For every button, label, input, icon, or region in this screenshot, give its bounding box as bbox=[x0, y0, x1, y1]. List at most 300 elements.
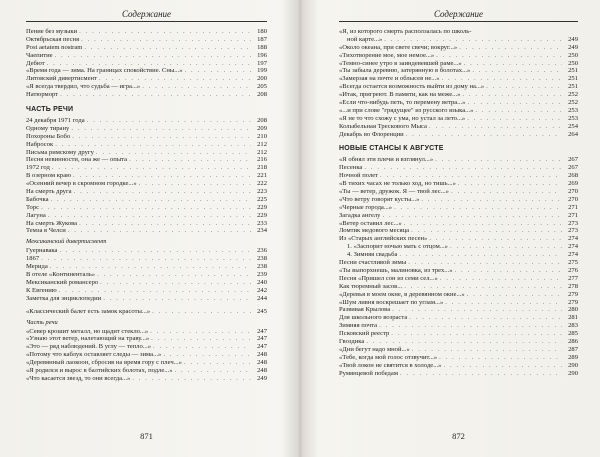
toc-entry-page: 248 bbox=[257, 351, 267, 359]
toc-entry-title: Натюрморт bbox=[26, 91, 59, 99]
toc-entry-page: 248 bbox=[257, 359, 267, 367]
toc-entry-page: 254 bbox=[568, 122, 578, 130]
toc-entry bbox=[26, 367, 267, 375]
toc-entry-page: 247 bbox=[257, 335, 267, 343]
dot-leader bbox=[411, 227, 562, 235]
dot-leader bbox=[51, 196, 251, 204]
toc-entry-title: «Тебе, когда мой голос отзвучит...» bbox=[339, 353, 438, 361]
toc-entry-title: «Ты — ветер, дружок. Я — твой лес...» bbox=[339, 188, 449, 196]
toc-entry bbox=[339, 370, 578, 378]
toc-entry bbox=[26, 67, 267, 75]
dot-leader bbox=[55, 52, 251, 60]
toc-entry bbox=[26, 83, 267, 91]
toc-entry-title: «Я родился и вырос в балтийских болотах, подле...» bbox=[26, 366, 173, 374]
dot-leader bbox=[68, 227, 251, 235]
toc-entry-page: 244 bbox=[257, 294, 267, 302]
toc-entry bbox=[339, 44, 578, 52]
toc-left-block3 bbox=[26, 247, 267, 302]
dot-leader bbox=[394, 204, 562, 212]
toc-entry-title: «В тихих часах не только ход, но тишь...» bbox=[339, 180, 456, 188]
toc-entry bbox=[339, 164, 578, 172]
toc-entry bbox=[26, 172, 267, 180]
toc-entry-page: 267 bbox=[568, 156, 578, 164]
toc-entry-title: «Шум ливня воскрешает по углам...» bbox=[339, 298, 444, 306]
toc-entry bbox=[26, 271, 267, 279]
toc-entry-title: Песня невинности, она же — опыта bbox=[26, 156, 128, 164]
toc-entry-title: «Это — ряд наблюдений. В углу — тепло...» bbox=[26, 343, 152, 351]
toc-entry bbox=[339, 99, 578, 107]
dot-leader bbox=[445, 299, 562, 307]
toc-entry-page: 210 bbox=[257, 132, 267, 140]
toc-entry-page: 281 bbox=[568, 314, 578, 322]
toc-right-block2 bbox=[339, 156, 578, 377]
right-page bbox=[300, 0, 600, 457]
toc-entry bbox=[339, 338, 578, 346]
toc-entry bbox=[26, 220, 267, 228]
toc-entry-page: 279 bbox=[568, 298, 578, 306]
dot-leader bbox=[382, 212, 562, 220]
dot-leader bbox=[132, 375, 251, 383]
toc-entry-page: 275 bbox=[568, 259, 578, 267]
toc-entry-page: 274 bbox=[568, 235, 578, 243]
toc-entry bbox=[339, 227, 578, 235]
toc-entry bbox=[26, 204, 267, 212]
toc-entry bbox=[26, 75, 267, 83]
toc-entry-title: Письма римскому другу bbox=[26, 148, 94, 156]
toc-entry-title: «Узнаю этот ветер, налетающий на траву...» bbox=[26, 335, 150, 343]
toc-entry bbox=[26, 133, 267, 141]
toc-entry-title: Для школьного возраста bbox=[339, 314, 408, 322]
toc-entry-page: 251 bbox=[568, 67, 578, 75]
toc-entry-page: 218 bbox=[257, 164, 267, 172]
toc-entry-page: 276 bbox=[568, 266, 578, 274]
dot-leader bbox=[459, 44, 562, 52]
toc-entry-page: 205 bbox=[257, 83, 267, 91]
toc-entry-title: 4. Зимняя свадьба bbox=[347, 251, 398, 259]
toc-entry-page: 251 bbox=[568, 75, 578, 83]
toc-entry-page: 245 bbox=[257, 307, 267, 315]
toc-entry-title: «Ты забыла деревню, затерянную в болотах...» bbox=[339, 67, 471, 75]
toc-entry-title: «Классический балет есть замок красоты...» bbox=[26, 307, 151, 315]
toc-entry bbox=[339, 267, 578, 275]
toc-entry-title: Мерида bbox=[26, 263, 48, 271]
toc-entry-title: Гвоздика bbox=[339, 337, 365, 345]
toc-entry-title: К Евгению bbox=[26, 286, 57, 294]
toc-entry bbox=[339, 67, 578, 75]
toc-entry-title: «Я не то что схожу с ума, но устал за лето...» bbox=[339, 114, 466, 122]
dot-leader bbox=[72, 133, 251, 141]
toc-entry bbox=[339, 212, 578, 220]
toc-entry-page: 271 bbox=[568, 203, 578, 211]
dot-leader bbox=[439, 354, 562, 362]
toc-entry-page: 253 bbox=[568, 106, 578, 114]
toc-entry-page: 208 bbox=[257, 91, 267, 99]
toc-entry-title: Чаепитие bbox=[26, 51, 53, 59]
dot-leader bbox=[73, 172, 251, 180]
dot-leader bbox=[451, 188, 562, 196]
toc-entry bbox=[339, 362, 578, 370]
toc-entry-page: 268 bbox=[568, 172, 578, 180]
toc-entry-title: 1972 год bbox=[26, 164, 50, 172]
toc-entry-page: 242 bbox=[257, 286, 267, 294]
dot-leader bbox=[139, 180, 251, 188]
dot-leader bbox=[464, 60, 562, 68]
toc-entry-title: «Потому что каблук оставляет следы — зима...» bbox=[26, 351, 162, 359]
toc-entry bbox=[339, 188, 578, 196]
toc-entry bbox=[339, 156, 578, 164]
dot-leader bbox=[41, 255, 251, 263]
dot-leader bbox=[103, 295, 251, 303]
toc-entry-page: 249 bbox=[568, 35, 578, 43]
dot-leader bbox=[486, 83, 562, 91]
toc-entry-title: «Ты выпорхнешь, малиновка, из трех...» bbox=[339, 266, 453, 274]
toc-entry bbox=[26, 180, 267, 188]
dot-leader bbox=[142, 83, 251, 91]
toc-entry-title: «Деревья в моем окне, в деревянном окне...» bbox=[339, 290, 465, 298]
toc-entry-title: «Деревянный лаокоон, сбросив на время гору с плеч...» bbox=[26, 359, 182, 367]
dot-leader bbox=[458, 180, 562, 188]
toc-entry-title: Песни счастливой зимы bbox=[339, 259, 407, 267]
dot-leader bbox=[48, 212, 251, 220]
toc-entry-page: 290 bbox=[568, 369, 578, 377]
section-heading-novye-stansy: НОВЫЕ СТАНСЫ К АВГУСТЕ bbox=[339, 145, 444, 153]
dot-leader bbox=[366, 338, 562, 346]
toc-entry bbox=[26, 255, 267, 263]
toc-entry bbox=[26, 227, 267, 235]
dot-leader bbox=[55, 141, 251, 149]
toc-entry-page: 239 bbox=[257, 271, 267, 279]
dot-leader bbox=[467, 291, 562, 299]
dot-leader bbox=[97, 271, 251, 279]
toc-right-block1 bbox=[339, 28, 578, 138]
dot-leader bbox=[100, 279, 251, 287]
toc-entry-page: 212 bbox=[257, 148, 267, 156]
toc-entry-title: 24 декабря 1971 года bbox=[26, 117, 85, 125]
toc-entry-page: 252 bbox=[568, 99, 578, 107]
dot-leader bbox=[450, 243, 562, 251]
toc-entry-title: «Ветер оставил лес...» bbox=[339, 219, 402, 227]
toc-entry-page: 234 bbox=[257, 227, 267, 235]
toc-entry-title: Песня «Пришел сон из семи сел...» bbox=[339, 274, 438, 282]
toc-entry-title: Развивая Крылова bbox=[339, 306, 391, 314]
dot-leader bbox=[153, 343, 251, 351]
toc-entry-title: Как тюремный засов... bbox=[339, 282, 403, 290]
toc-entry bbox=[339, 299, 578, 307]
toc-entry bbox=[26, 263, 267, 271]
dot-leader bbox=[404, 220, 562, 228]
dot-leader bbox=[79, 220, 251, 228]
toc-entry-page: 270 bbox=[568, 188, 578, 196]
dot-leader bbox=[150, 328, 251, 336]
dot-leader bbox=[79, 28, 251, 36]
toc-entry-page: 267 bbox=[568, 164, 578, 172]
subheading-chast-rechi: Часть речи bbox=[26, 318, 58, 326]
toc-entry bbox=[339, 354, 578, 362]
dot-leader bbox=[50, 263, 251, 271]
dot-leader bbox=[60, 91, 251, 99]
dot-leader bbox=[421, 196, 562, 204]
running-head-left: Содержание bbox=[26, 9, 267, 22]
toc-entry bbox=[26, 308, 267, 316]
toc-entry-page: 248 bbox=[257, 366, 267, 374]
toc-entry bbox=[339, 28, 578, 36]
toc-entry bbox=[26, 44, 267, 52]
toc-entry-title: «Замерзая на почте и облысев не...» bbox=[339, 75, 440, 83]
toc-entry bbox=[339, 220, 578, 228]
toc-entry bbox=[26, 149, 267, 157]
toc-entry-title: Набросок bbox=[26, 140, 54, 148]
toc-entry bbox=[339, 36, 578, 44]
dot-leader bbox=[151, 335, 251, 343]
toc-entry-title: 1867 bbox=[26, 255, 40, 263]
toc-entry bbox=[339, 235, 578, 243]
dot-leader bbox=[412, 346, 562, 354]
dot-leader bbox=[163, 351, 251, 359]
toc-entry-title: Декабрь во Флоренции bbox=[339, 130, 404, 138]
toc-left-block1 bbox=[26, 28, 267, 99]
toc-entry-title: Мексиканский романсеро bbox=[26, 278, 99, 286]
toc-entry bbox=[26, 28, 267, 36]
toc-entry-page: 223 bbox=[257, 188, 267, 196]
toc-entry-title: Ночной полет bbox=[339, 172, 379, 180]
toc-entry bbox=[26, 36, 267, 44]
dot-leader bbox=[59, 287, 251, 295]
toc-entry-page: 283 bbox=[568, 322, 578, 330]
dot-leader bbox=[467, 99, 562, 107]
toc-entry-title: В озерном краю bbox=[26, 172, 72, 180]
toc-entry-page: 253 bbox=[568, 114, 578, 122]
toc-entry bbox=[26, 287, 267, 295]
toc-entry-title: «Я, из которого смерть расползалась по школь- bbox=[339, 28, 472, 35]
toc-entry bbox=[339, 52, 578, 60]
toc-entry-page: 280 bbox=[568, 306, 578, 314]
toc-entry-title: «Я всегда твердил, что судьба — игра...» bbox=[26, 83, 141, 91]
dot-leader bbox=[379, 322, 562, 330]
toc-entry-page: 269 bbox=[568, 180, 578, 188]
dot-leader bbox=[380, 172, 562, 180]
dot-leader bbox=[467, 115, 562, 123]
toc-entry bbox=[339, 306, 578, 314]
toc-entry-title: ной карте...» bbox=[347, 35, 383, 43]
toc-left-block3b bbox=[26, 308, 267, 316]
toc-entry-title: «Север крошит металл, но щадит стекло...» bbox=[26, 327, 149, 335]
toc-entry-page: 238 bbox=[257, 263, 267, 271]
dot-leader bbox=[462, 91, 562, 99]
toc-entry bbox=[26, 212, 267, 220]
toc-entry-title: Бабочка bbox=[26, 195, 49, 203]
toc-entry bbox=[339, 322, 578, 330]
toc-entry-page: 208 bbox=[257, 117, 267, 125]
toc-entry-title: Песенка bbox=[339, 164, 363, 172]
dot-leader bbox=[384, 36, 562, 44]
toc-entry bbox=[26, 117, 267, 125]
toc-entry-page: 247 bbox=[257, 343, 267, 351]
toc-entry bbox=[26, 196, 267, 204]
toc-entry bbox=[26, 91, 267, 99]
dot-leader bbox=[152, 308, 251, 316]
toc-left-block2 bbox=[26, 117, 267, 235]
toc-entry-title: «Осенний вечер в скромном городке...» bbox=[26, 180, 137, 188]
toc-entry bbox=[26, 141, 267, 149]
section-heading-chast-rechi: ЧАСТЬ РЕЧИ bbox=[26, 106, 74, 114]
toc-entry bbox=[339, 172, 578, 180]
dot-leader bbox=[84, 44, 251, 52]
toc-entry-page: 188 bbox=[257, 43, 267, 51]
toc-entry-page: 209 bbox=[257, 124, 267, 132]
toc-entry-title: Одному тирану bbox=[26, 124, 70, 132]
toc-entry-page: 278 bbox=[568, 282, 578, 290]
toc-entry bbox=[339, 275, 578, 283]
toc-entry-title: На смерть друга bbox=[26, 188, 72, 196]
toc-entry-page: 240 bbox=[257, 278, 267, 286]
toc-entry-page: 225 bbox=[257, 195, 267, 203]
toc-left-block4 bbox=[26, 328, 267, 383]
toc-entry-page: 290 bbox=[568, 361, 578, 369]
toc-entry-title: «Что касается звезд, то они всегда...» bbox=[26, 374, 131, 382]
toc-entry-page: 229 bbox=[257, 203, 267, 211]
toc-entry-title: Пение без музыки bbox=[26, 28, 78, 35]
dot-leader bbox=[436, 52, 562, 60]
toc-entry-page: 180 bbox=[257, 28, 267, 35]
toc-entry bbox=[339, 180, 578, 188]
toc-entry-page: 287 bbox=[568, 345, 578, 353]
dot-leader bbox=[47, 60, 251, 68]
toc-entry-title: «Около океана, при свете свечи; вокруг...» bbox=[339, 43, 458, 51]
toc-entry-page: 233 bbox=[257, 219, 267, 227]
toc-entry-title: Октябрьская песня bbox=[26, 35, 80, 43]
toc-entry-page: 236 bbox=[257, 247, 267, 255]
toc-entry bbox=[339, 291, 578, 299]
toc-entry-title: «Если что-нибудь петь, то перемену ветра...» bbox=[339, 99, 466, 107]
toc-entry-page: 250 bbox=[568, 59, 578, 67]
dot-leader bbox=[81, 36, 251, 44]
toc-entry-title: «Темно-синее утро в заиндевевшей раме...» bbox=[339, 59, 462, 67]
toc-entry bbox=[26, 335, 267, 343]
toc-entry bbox=[339, 330, 578, 338]
toc-entry-page: 250 bbox=[568, 51, 578, 59]
toc-entry-page: 216 bbox=[257, 156, 267, 164]
dot-leader bbox=[185, 67, 251, 75]
toc-entry bbox=[339, 115, 578, 123]
dot-leader bbox=[472, 67, 562, 75]
dot-leader bbox=[392, 306, 562, 314]
toc-entry-page: 264 bbox=[568, 130, 578, 138]
toc-entry-page: 270 bbox=[568, 195, 578, 203]
toc-entry-title: «Черные города...» bbox=[339, 203, 393, 211]
toc-entry-title: Заметка для энциклопедии bbox=[26, 294, 102, 302]
toc-entry bbox=[339, 259, 578, 267]
dot-leader bbox=[74, 188, 251, 196]
page-number-right: 872 bbox=[452, 431, 465, 441]
toc-entry bbox=[339, 60, 578, 68]
dot-leader bbox=[175, 367, 251, 375]
toc-entry bbox=[26, 164, 267, 172]
dot-leader bbox=[408, 259, 562, 267]
running-head-right: Содержание bbox=[339, 9, 578, 22]
toc-entry-title: «Твой локон не святится в холоде...» bbox=[339, 361, 442, 369]
toc-entry bbox=[26, 279, 267, 287]
toc-entry bbox=[26, 60, 267, 68]
toc-entry bbox=[339, 91, 578, 99]
dot-leader bbox=[400, 370, 562, 378]
toc-entry bbox=[26, 359, 267, 367]
toc-entry-page: 187 bbox=[257, 35, 267, 43]
toc-entry bbox=[26, 328, 267, 336]
toc-entry-title: Псковский реестр bbox=[339, 330, 390, 338]
toc-entry bbox=[26, 247, 267, 255]
toc-entry-title: Румянцевой победам bbox=[339, 369, 398, 377]
toc-entry-page: 273 bbox=[568, 219, 578, 227]
toc-entry-page: 251 bbox=[568, 83, 578, 91]
toc-entry-page: 247 bbox=[257, 327, 267, 335]
dot-leader bbox=[99, 75, 251, 83]
toc-entry bbox=[339, 204, 578, 212]
toc-entry-page: 273 bbox=[568, 227, 578, 235]
toc-entry bbox=[339, 123, 578, 131]
toc-entry-page: 222 bbox=[257, 180, 267, 188]
toc-entry-title: В отеле «Континенталь» bbox=[26, 271, 96, 279]
toc-entry bbox=[26, 125, 267, 133]
toc-entry-page: 249 bbox=[257, 374, 267, 382]
dot-leader bbox=[399, 251, 562, 259]
toc-entry-page: 249 bbox=[568, 43, 578, 51]
toc-entry-title: Темза в Челси bbox=[26, 227, 66, 235]
dot-leader bbox=[475, 107, 562, 115]
dot-leader bbox=[184, 359, 251, 367]
toc-entry bbox=[26, 343, 267, 351]
toc-entry-title: 1. «Заспорит ночью мать с отцом...» bbox=[347, 243, 448, 251]
toc-entry-page: 197 bbox=[257, 59, 267, 67]
subheading-mexican: Мексиканский дивертисмент bbox=[26, 238, 107, 246]
dot-leader bbox=[52, 164, 251, 172]
dot-leader bbox=[455, 267, 563, 275]
toc-entry bbox=[339, 75, 578, 83]
toc-entry bbox=[26, 375, 267, 383]
toc-entry-page: 274 bbox=[568, 243, 578, 251]
toc-entry-page: 252 bbox=[568, 91, 578, 99]
toc-entry-title: Похороны Бобо bbox=[26, 132, 71, 140]
toc-entry-page: 285 bbox=[568, 330, 578, 338]
toc-entry-title: «Дни бегут надо мной...» bbox=[339, 345, 410, 353]
toc-entry-title: Зимняя почта bbox=[339, 322, 378, 330]
toc-entry-title: «Всегда остается возможность выйти из дому на...» bbox=[339, 83, 485, 91]
dot-leader bbox=[364, 164, 562, 172]
toc-entry-title: Из «Старых английских песен» bbox=[339, 235, 428, 243]
toc-entry-title: «Я обнял эти плечи и взглянул...» bbox=[339, 156, 434, 164]
toc-entry bbox=[339, 243, 578, 251]
toc-entry-title: «...и при слове "грядущее" из русского языка...» bbox=[339, 106, 474, 114]
dot-leader bbox=[409, 314, 562, 322]
toc-entry-page: 277 bbox=[568, 274, 578, 282]
dot-leader bbox=[443, 362, 562, 370]
page-number-left: 871 bbox=[140, 431, 153, 441]
toc-entry-title: «Тихотворение мое, мое немое...» bbox=[339, 51, 435, 59]
toc-entry-page: 221 bbox=[257, 172, 267, 180]
toc-entry-title: Торс bbox=[26, 203, 40, 211]
dot-leader bbox=[87, 117, 251, 125]
dot-leader bbox=[41, 204, 251, 212]
dot-leader bbox=[71, 125, 251, 133]
toc-entry-page: 286 bbox=[568, 337, 578, 345]
toc-entry-title: Гуернавака bbox=[26, 247, 58, 255]
toc-entry-title: Колыбельная Трескового Мыса bbox=[339, 122, 427, 130]
toc-entry bbox=[26, 156, 267, 164]
toc-entry-page: 229 bbox=[257, 211, 267, 219]
toc-entry-title: Post aetatem nostram bbox=[26, 43, 83, 51]
toc-entry-page: 279 bbox=[568, 290, 578, 298]
toc-entry-page: 200 bbox=[257, 75, 267, 83]
toc-entry-page: 199 bbox=[257, 67, 267, 75]
